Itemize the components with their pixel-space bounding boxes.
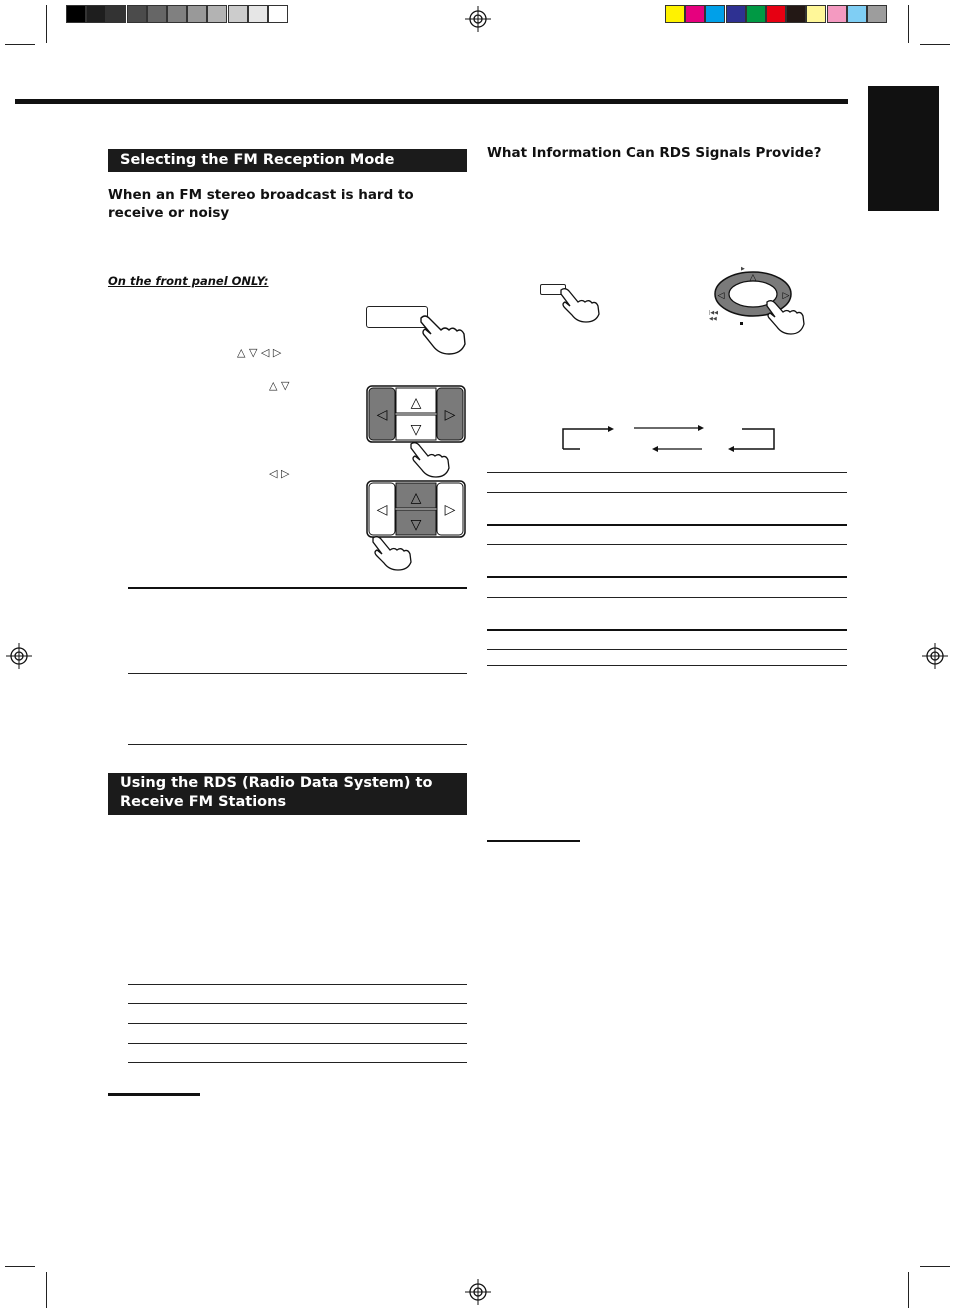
table-rule [128, 673, 467, 674]
registration-mark-left-icon [6, 643, 32, 669]
cursor-pad-ud-icon [366, 480, 466, 538]
pointing-hand-icon [558, 286, 606, 324]
gray-swatch [207, 5, 227, 23]
svg-text:△: △ [410, 490, 422, 506]
gray-swatch [228, 5, 248, 23]
section-title-fm-reception-mode: Selecting the FM Reception Mode [108, 149, 467, 172]
svg-text:△: △ [410, 395, 422, 411]
registration-mark-bottom-icon [465, 1279, 491, 1305]
section-title-rds: Using the RDS (Radio Data System) to Receive FM Stations [108, 773, 467, 815]
gray-swatch [187, 5, 207, 23]
color-swatch [685, 5, 705, 23]
table-rule [128, 587, 467, 589]
table-rule [128, 1003, 467, 1004]
table-rule [128, 984, 467, 985]
table-rule [487, 576, 847, 578]
table-rule [128, 1023, 467, 1024]
table-rule [487, 544, 847, 545]
color-swatch [867, 5, 887, 23]
table-rule [487, 524, 847, 526]
table-rule [487, 629, 847, 631]
table-rule [487, 472, 847, 473]
color-swatch [746, 5, 766, 23]
color-swatch [847, 5, 867, 23]
svg-text:◁: ◁ [717, 291, 725, 301]
svg-text:|◀◀: |◀◀ [709, 310, 718, 316]
gray-swatch [66, 5, 86, 23]
table-rule [128, 1062, 467, 1063]
gray-swatch [127, 5, 147, 23]
svg-text:◁: ◁ [376, 502, 388, 518]
color-swatch [806, 5, 826, 23]
note-rule [487, 840, 580, 842]
gray-swatch [86, 5, 106, 23]
svg-text:▽: ▽ [410, 422, 422, 438]
remote-cursor-control-icon [705, 262, 815, 340]
pointing-hand-icon [417, 312, 469, 356]
gray-swatch [147, 5, 167, 23]
table-rule [487, 665, 847, 666]
gray-swatch [268, 5, 288, 23]
color-swatch [726, 5, 746, 23]
svg-text:△: △ [749, 273, 757, 283]
gray-swatch [248, 5, 268, 23]
svg-text:◁: ◁ [376, 407, 388, 423]
language-tab [868, 86, 939, 211]
svg-text:◀◀: ◀◀ [709, 316, 717, 322]
arrow-row-3: ◁ ▷ [269, 467, 290, 480]
subhead-rds-information: What Information Can RDS Signals Provide? [487, 145, 822, 161]
arrow-row-2: △ ▽ [269, 379, 290, 392]
table-rule [487, 597, 847, 598]
note-rule [108, 1093, 200, 1096]
svg-text:▷: ▷ [444, 502, 456, 518]
arrow-row-1: △ ▽ ◁ ▷ [237, 346, 282, 359]
svg-text:▶: ▶ [741, 266, 745, 272]
pointing-hand-icon [370, 534, 416, 572]
rds-display-cycle-diagram [558, 420, 780, 454]
table-rule [487, 649, 847, 650]
cursor-pad-lr-icon [366, 385, 466, 443]
table-rule [128, 744, 467, 745]
svg-text:▷: ▷ [444, 407, 456, 423]
svg-text:▽: ▽ [410, 517, 422, 533]
color-swatch [786, 5, 806, 23]
pointing-hand-icon [408, 440, 452, 480]
gray-swatch [106, 5, 126, 23]
color-swatch [705, 5, 725, 23]
gray-swatch [167, 5, 187, 23]
registration-mark-top-icon [465, 6, 491, 32]
subhead-fm-stereo-noisy: When an FM stereo broadcast is hard to receive or noisy [108, 187, 414, 221]
color-swatch [665, 5, 685, 23]
svg-text:▷: ▷ [782, 291, 790, 301]
table-rule [487, 492, 847, 493]
color-swatch [827, 5, 847, 23]
table-rule [128, 1043, 467, 1044]
header-rule [15, 99, 848, 104]
color-swatch [766, 5, 786, 23]
front-panel-only-note: On the front panel ONLY: [108, 274, 269, 288]
registration-mark-right-icon [922, 643, 948, 669]
